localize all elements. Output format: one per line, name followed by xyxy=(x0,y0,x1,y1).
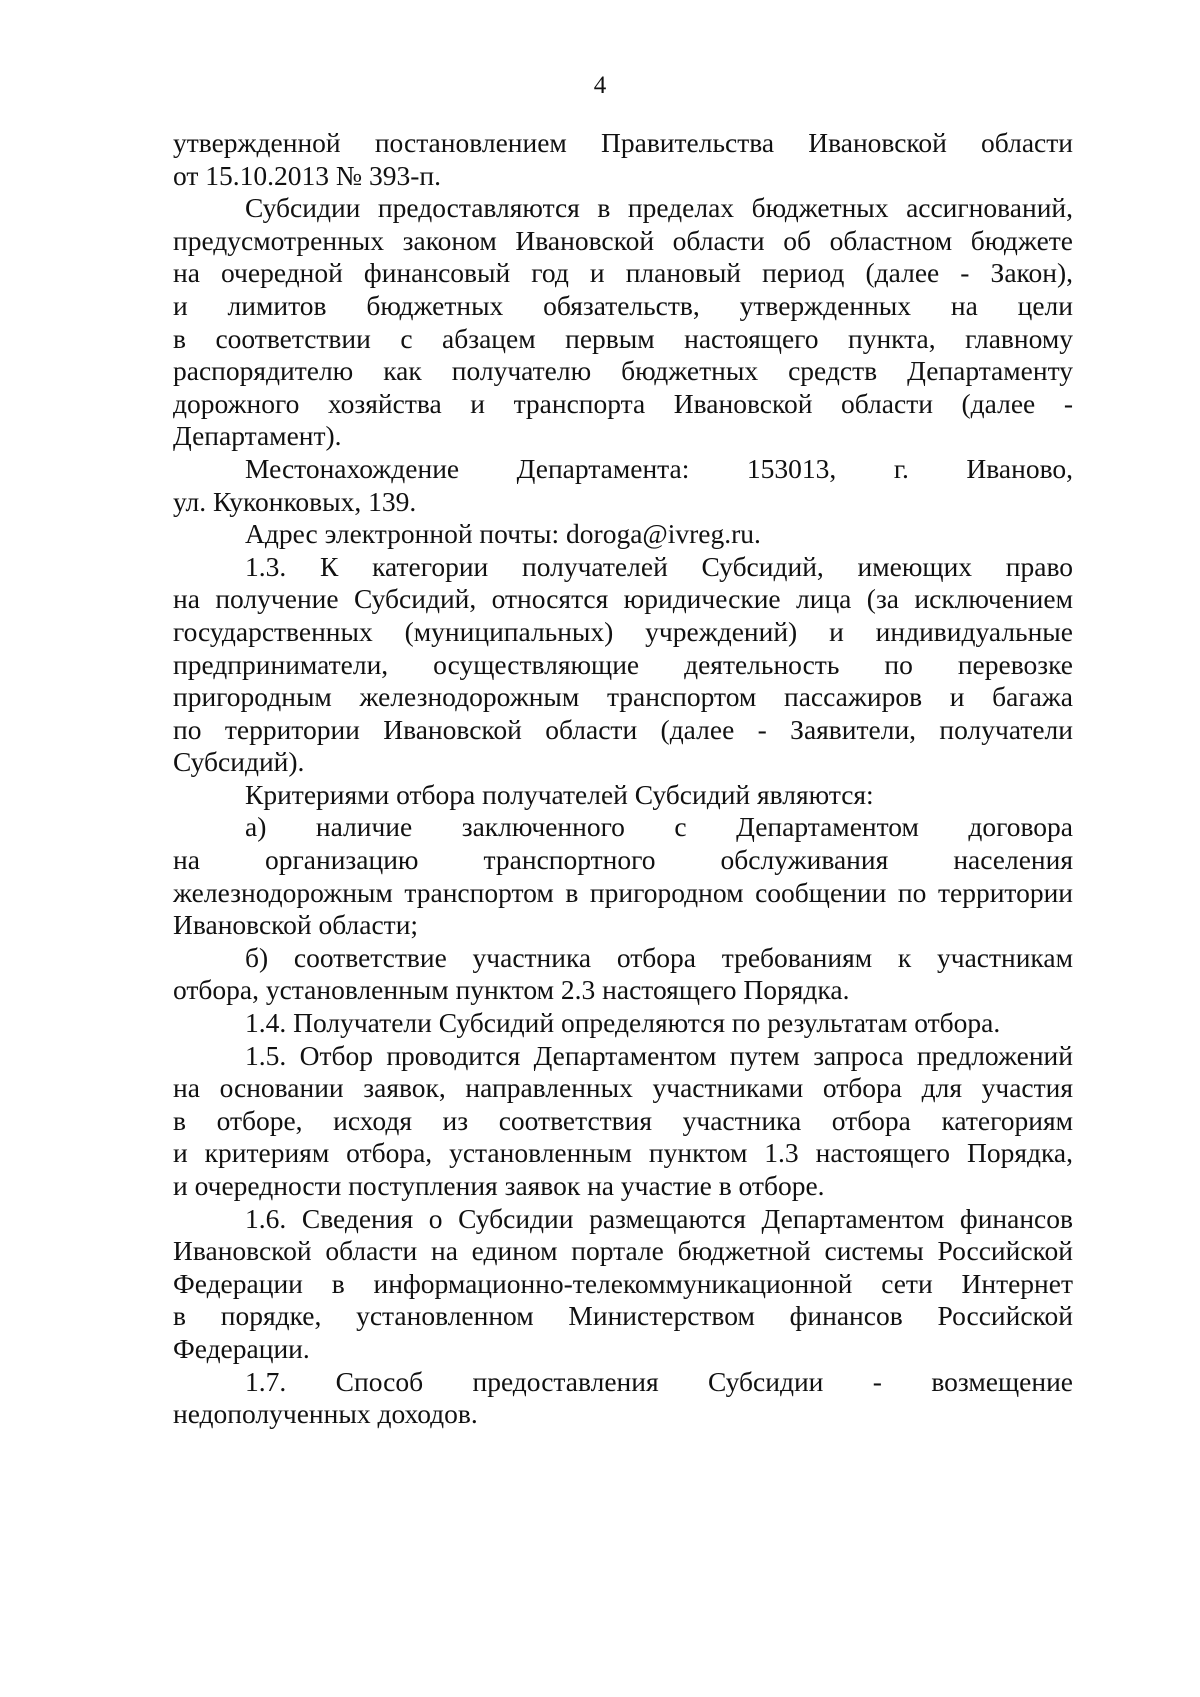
text-line: в соответствии с абзацем первым настоящего пункта, главному xyxy=(173,322,1073,354)
text-line: Ивановской области на едином портале бюджетной системы Российской xyxy=(173,1235,1073,1267)
text-line: в порядке, установленном Министерством финансов Российской xyxy=(173,1300,1073,1332)
paragraph xyxy=(173,127,1073,192)
text-line: Ивановской области; xyxy=(173,909,419,941)
text-line: недополученных доходов. xyxy=(173,1398,478,1430)
text-line: Адрес электронной почты: doroga@ivreg.ru. xyxy=(245,518,761,550)
paragraph xyxy=(173,551,1073,779)
text-line: и очередности поступления заявок на участие в отборе. xyxy=(173,1170,825,1201)
text-line: и лимитов бюджетных обязательств, утвержденных на цели xyxy=(173,289,1073,321)
text-line: дорожного хозяйства и транспорта Ивановской области (далее - xyxy=(173,387,1073,419)
document-body xyxy=(173,127,1073,1431)
paragraph xyxy=(173,518,1073,551)
text-line: ул. Куконковых, 139. xyxy=(173,485,417,517)
paragraph xyxy=(173,1007,1073,1040)
text-line: Местонахождение Департамента: 153013, г. Иваново, xyxy=(245,452,1073,484)
text-line: Федерации. xyxy=(173,1332,310,1364)
text-line: распорядителю как получателю бюджетных средств Департаменту xyxy=(173,355,1073,387)
paragraph xyxy=(173,1040,1073,1203)
text-line: б) соответствие участника отбора требованиям к участникам xyxy=(245,941,1073,973)
text-line: железнодорожным транспортом в пригородном сообщении по территории xyxy=(173,876,1073,908)
text-line: 1.6. Сведения о Субсидии размещаются Департаментом финансов xyxy=(245,1202,1073,1234)
text-line: Департамент). xyxy=(173,420,342,452)
text-line: на организацию транспортного обслуживания населения xyxy=(173,844,1073,876)
text-line: Субсидий). xyxy=(173,746,305,778)
text-line: предусмотренных законом Ивановской области об областном бюджете xyxy=(173,224,1073,256)
paragraph xyxy=(173,1366,1073,1431)
text-line: государственных (муниципальных) учреждений) и индивидуальные xyxy=(173,615,1073,647)
text-line: а) наличие заключенного с Департаментом договора xyxy=(245,811,1073,843)
paragraph xyxy=(173,779,1073,812)
paragraph xyxy=(173,192,1073,453)
text-line: в отборе, исходя из соответствия участника отбора категориям xyxy=(173,1104,1073,1136)
paragraph xyxy=(173,942,1073,1007)
text-line: 1.5. Отбор проводится Департаментом путем запроса предложений xyxy=(245,1039,1073,1071)
text-line: Критериями отбора получателей Субсидий являются: xyxy=(245,778,874,810)
text-line: на получение Субсидий, относятся юридические лица (за исключением xyxy=(173,583,1073,615)
text-line: 1.4. Получатели Субсидий определяются по результатам отбора. xyxy=(245,1007,1001,1039)
text-line: и критериям отбора, установленным пунктом 1.3 настоящего Порядка, xyxy=(173,1137,1073,1169)
text-line: предприниматели, осуществляющие деятельность по перевозке xyxy=(173,648,1073,680)
paragraph xyxy=(173,1203,1073,1366)
paragraph xyxy=(173,811,1073,941)
paragraph xyxy=(173,453,1073,518)
text-line: 1.7. Способ предоставления Субсидии - возмещение xyxy=(245,1365,1073,1397)
text-line: Субсидии предоставляются в пределах бюджетных ассигнований, xyxy=(245,192,1073,224)
text-line: на очередной финансовый год и плановый период (далее - Закон), xyxy=(173,257,1073,289)
text-line: пригородным железнодорожным транспортом пассажиров и багажа xyxy=(173,681,1073,713)
page-number: 4 xyxy=(593,72,607,99)
text-line: Федерации в информационно-телекоммуникационной сети Интернет xyxy=(173,1267,1073,1299)
text-line: утвержденной постановлением Правительства Ивановской области xyxy=(173,127,1073,158)
text-line: 1.3. К категории получателей Субсидий, имеющих право xyxy=(245,550,1073,582)
text-line: отбора, установленным пунктом 2.3 настоящего Порядка. xyxy=(173,974,850,1006)
text-line: на основании заявок, направленных участниками отбора для участия xyxy=(173,1072,1073,1104)
text-line: по территории Ивановской области (далее - Заявители, получатели xyxy=(173,713,1073,745)
text-line: от 15.10.2013 № 393-п. xyxy=(173,159,442,191)
